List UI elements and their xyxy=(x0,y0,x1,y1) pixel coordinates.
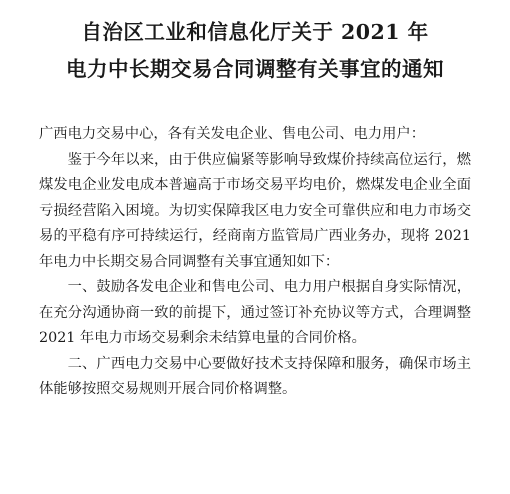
salutation: 广西电力交易中心，各有关发电企业、售电公司、电力用户： xyxy=(39,126,426,142)
document-title-line-1: 自治区工业和信息化厅关于 2021 年 xyxy=(81,20,429,44)
paragraph-item-1: 一、鼓励各发电企业和售电公司、电力用户根据自身实际情况，在充分沟通协商一致的前提下，通过签订补充协议等方式，合理调整 2021 年电力市场交易剩余未结算电量的合同价格。 xyxy=(39,279,471,346)
document-title-line-2: 电力中长期交易合同调整有关事宜的通知 xyxy=(66,57,444,81)
document-body xyxy=(39,122,471,403)
paragraph-item-2: 二、广西电力交易中心要做好技术支持保障和服务，确保市场主体能够按照交易规则开展合同价格调整。 xyxy=(39,355,471,397)
paragraph-background: 鉴于今年以来，由于供应偏紧等影响导致煤价持续高位运行，燃煤发电企业发电成本普遍高于市场交易平均电价，燃煤发电企业全面亏损经营陷入困境。为切实保障我区电力安全可靠供应和电力市场交易的平稳有序可持续运行，经商南方监管局广西业务办，现将 2021 年电力中长期交易合同调整有关事宜通知如下： xyxy=(39,151,471,270)
